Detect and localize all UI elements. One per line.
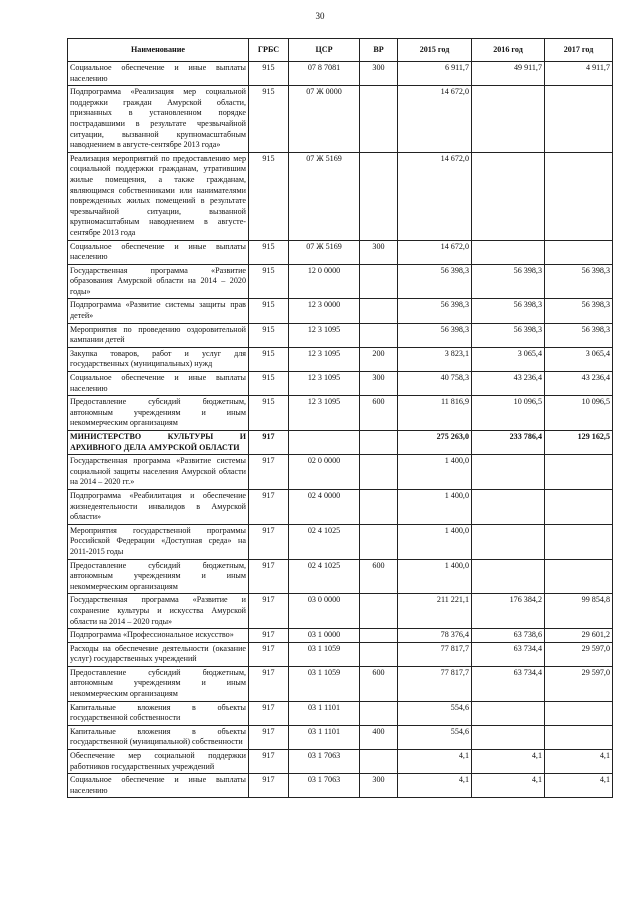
cell-2016: [472, 455, 545, 490]
table-row: [68, 725, 613, 749]
cell-grbs: 915: [249, 152, 289, 240]
table-row: [68, 62, 613, 86]
cell-2017: 10 096,5: [545, 396, 613, 431]
cell-vr: [360, 264, 398, 299]
cell-vr: [360, 642, 398, 666]
cell-name: Государственная программа «Развитие системы социальной защиты населения Амурской области на 2014 – 2020 гг.»: [68, 455, 249, 490]
cell-2016: 63 734,4: [472, 642, 545, 666]
cell-2017: 3 065,4: [545, 347, 613, 371]
cell-2015: 1 400,0: [398, 524, 472, 559]
cell-2016: 56 398,3: [472, 264, 545, 299]
cell-csr: 02 4 1025: [289, 524, 360, 559]
cell-grbs: 915: [249, 372, 289, 396]
cell-2015: 56 398,3: [398, 264, 472, 299]
cell-csr: 02 4 0000: [289, 489, 360, 524]
cell-csr: 07 Ж 5169: [289, 152, 360, 240]
cell-grbs: 917: [249, 725, 289, 749]
cell-2017: 29 601,2: [545, 629, 613, 643]
cell-2015: 78 376,4: [398, 629, 472, 643]
cell-2016: 233 786,4: [472, 431, 545, 455]
cell-vr: [360, 431, 398, 455]
table-row: [68, 86, 613, 153]
cell-name: Социальное обеспечение и иные выплаты населению: [68, 240, 249, 264]
cell-name: Капитальные вложения в объекты государственной (муниципальной) собственности: [68, 725, 249, 749]
cell-2015: 40 758,3: [398, 372, 472, 396]
cell-vr: 400: [360, 725, 398, 749]
cell-2015: 554,6: [398, 701, 472, 725]
cell-name: Предоставление субсидий бюджетным, автономным учреждениям и иным некоммерческим организациям: [68, 666, 249, 701]
cell-name: Реализация мероприятий по предоставлению мер социальной поддержки гражданам, утратившим жилые помещения, а также гражданам, являющимся собственниками или нанимателями поврежденных жилых помещений в результате чрезвычайной ситуации, вызванной крупномасштабным наводнением в августе-сентябре 2013 года: [68, 152, 249, 240]
table-row: [68, 666, 613, 701]
header-2016: 2016 год: [472, 39, 545, 62]
cell-2015: 211 221,1: [398, 594, 472, 629]
table-row: [68, 629, 613, 643]
cell-2017: 129 162,5: [545, 431, 613, 455]
cell-2015: 1 400,0: [398, 559, 472, 594]
table-row: [68, 396, 613, 431]
cell-2016: 3 065,4: [472, 347, 545, 371]
table-row: [68, 455, 613, 490]
cell-csr: 12 3 1095: [289, 347, 360, 371]
cell-2015: 14 672,0: [398, 152, 472, 240]
cell-vr: 300: [360, 240, 398, 264]
cell-2015: 275 263,0: [398, 431, 472, 455]
cell-2015: 56 398,3: [398, 299, 472, 323]
cell-2017: 99 854,8: [545, 594, 613, 629]
budget-table: [67, 38, 613, 798]
cell-2015: 1 400,0: [398, 489, 472, 524]
cell-2017: 4,1: [545, 750, 613, 774]
cell-csr: 07 Ж 5169: [289, 240, 360, 264]
cell-vr: [360, 455, 398, 490]
cell-vr: 600: [360, 559, 398, 594]
table-row: [68, 774, 613, 798]
cell-csr: 02 0 0000: [289, 455, 360, 490]
cell-2017: 56 398,3: [545, 323, 613, 347]
cell-csr: 12 0 0000: [289, 264, 360, 299]
table-row: [68, 524, 613, 559]
cell-grbs: 917: [249, 701, 289, 725]
cell-name: Мероприятия государственной программы Российской Федерации «Доступная среда» на 2011-2015 годы: [68, 524, 249, 559]
table-row: [68, 559, 613, 594]
cell-vr: 300: [360, 62, 398, 86]
cell-2017: [545, 725, 613, 749]
cell-grbs: 915: [249, 299, 289, 323]
cell-2016: [472, 489, 545, 524]
cell-name: Подпрограмма «Реализация мер социальной поддержки граждан Амурской области, признанных в установленном порядке пострадавшими в результате чрезвычайной ситуации, вызванной крупномасштабным наводнением в августе-сентябре 2013 года»: [68, 86, 249, 153]
cell-2017: 29 597,0: [545, 666, 613, 701]
cell-grbs: 917: [249, 594, 289, 629]
cell-2016: 176 384,2: [472, 594, 545, 629]
cell-vr: 300: [360, 372, 398, 396]
cell-csr: 12 3 1095: [289, 372, 360, 396]
cell-name: Предоставление субсидий бюджетным, автономным учреждениям и иным некоммерческим организациям: [68, 396, 249, 431]
cell-csr: 07 Ж 0000: [289, 86, 360, 153]
cell-vr: [360, 299, 398, 323]
cell-2017: 43 236,4: [545, 372, 613, 396]
cell-csr: [289, 431, 360, 455]
cell-2016: [472, 701, 545, 725]
cell-name: Государственная программа «Развитие и сохранение культуры и искусства Амурской области на 2014 – 2020 годы»: [68, 594, 249, 629]
cell-2017: [545, 152, 613, 240]
page-number: 30: [315, 11, 325, 21]
table-body: [68, 62, 613, 798]
cell-2016: [472, 152, 545, 240]
cell-2016: [472, 240, 545, 264]
table-row: [68, 299, 613, 323]
table-row: [68, 240, 613, 264]
cell-csr: 07 8 7081: [289, 62, 360, 86]
cell-csr: 03 1 7063: [289, 750, 360, 774]
cell-grbs: 915: [249, 264, 289, 299]
cell-name: Расходы на обеспечение деятельности (оказание услуг) государственных учреждений: [68, 642, 249, 666]
header-grbs: ГРБС: [249, 39, 289, 62]
cell-vr: [360, 489, 398, 524]
cell-2015: 4,1: [398, 750, 472, 774]
table-row: [68, 264, 613, 299]
cell-2016: 63 734,4: [472, 666, 545, 701]
table-row: [68, 750, 613, 774]
cell-vr: 200: [360, 347, 398, 371]
table-row: [68, 594, 613, 629]
header-name: Наименование: [68, 39, 249, 62]
cell-name: Капитальные вложения в объекты государственной собственности: [68, 701, 249, 725]
table-row: [68, 152, 613, 240]
table-row: [68, 347, 613, 371]
cell-name: Подпрограмма «Реабилитация и обеспечение жизнедеятельности инвалидов в Амурской области»: [68, 489, 249, 524]
cell-2016: 4,1: [472, 750, 545, 774]
cell-2015: 77 817,7: [398, 666, 472, 701]
cell-vr: [360, 323, 398, 347]
cell-2017: [545, 455, 613, 490]
cell-csr: 12 3 1095: [289, 396, 360, 431]
cell-vr: [360, 750, 398, 774]
table-row: [68, 701, 613, 725]
cell-2015: 1 400,0: [398, 455, 472, 490]
cell-2017: 29 597,0: [545, 642, 613, 666]
cell-2015: 3 823,1: [398, 347, 472, 371]
cell-vr: [360, 524, 398, 559]
cell-grbs: 917: [249, 431, 289, 455]
cell-csr: 12 3 0000: [289, 299, 360, 323]
cell-vr: [360, 629, 398, 643]
cell-csr: 03 1 1101: [289, 725, 360, 749]
cell-vr: 600: [360, 666, 398, 701]
cell-name: МИНИСТЕРСТВО КУЛЬТУРЫ И АРХИВНОГО ДЕЛА АМУРСКОЙ ОБЛАСТИ: [68, 431, 249, 455]
cell-grbs: 917: [249, 524, 289, 559]
cell-2016: 49 911,7: [472, 62, 545, 86]
table-row: [68, 642, 613, 666]
cell-name: Закупка товаров, работ и услуг для государственных (муниципальных) нужд: [68, 347, 249, 371]
cell-grbs: 915: [249, 323, 289, 347]
cell-2016: 56 398,3: [472, 299, 545, 323]
cell-csr: 02 4 1025: [289, 559, 360, 594]
cell-2015: 56 398,3: [398, 323, 472, 347]
cell-2017: [545, 240, 613, 264]
table-row: [68, 323, 613, 347]
cell-2015: 11 816,9: [398, 396, 472, 431]
cell-vr: [360, 594, 398, 629]
cell-vr: [360, 152, 398, 240]
cell-name: Обеспечение мер социальной поддержки работников государственных учреждений: [68, 750, 249, 774]
cell-2015: 14 672,0: [398, 240, 472, 264]
cell-2016: [472, 86, 545, 153]
cell-2015: 6 911,7: [398, 62, 472, 86]
cell-2017: 56 398,3: [545, 264, 613, 299]
cell-2015: 14 672,0: [398, 86, 472, 153]
cell-csr: 03 1 1059: [289, 642, 360, 666]
cell-name: Социальное обеспечение и иные выплаты населению: [68, 372, 249, 396]
cell-2016: [472, 725, 545, 749]
cell-grbs: 917: [249, 559, 289, 594]
cell-grbs: 915: [249, 86, 289, 153]
cell-2015: 554,6: [398, 725, 472, 749]
cell-grbs: 915: [249, 240, 289, 264]
cell-2016: 43 236,4: [472, 372, 545, 396]
table-header-row: [68, 39, 613, 62]
cell-csr: 03 1 1059: [289, 666, 360, 701]
cell-name: Предоставление субсидий бюджетным, автономным учреждениям и иным некоммерческим организациям: [68, 559, 249, 594]
cell-name: Мероприятия по проведению оздоровительной кампании детей: [68, 323, 249, 347]
cell-2016: 56 398,3: [472, 323, 545, 347]
cell-vr: 600: [360, 396, 398, 431]
cell-name: Подпрограмма «Развитие системы защиты прав детей»: [68, 299, 249, 323]
cell-2017: [545, 559, 613, 594]
cell-vr: [360, 701, 398, 725]
cell-2016: 4,1: [472, 774, 545, 798]
cell-2016: [472, 559, 545, 594]
cell-name: Государственная программа «Развитие образования Амурской области на 2014 – 2020 годы»: [68, 264, 249, 299]
header-2015: 2015 год: [398, 39, 472, 62]
cell-name: Социальное обеспечение и иные выплаты населению: [68, 62, 249, 86]
cell-2017: 4 911,7: [545, 62, 613, 86]
cell-name: Социальное обеспечение и иные выплаты населению: [68, 774, 249, 798]
cell-name: Подпрограмма «Профессиональное искусство»: [68, 629, 249, 643]
cell-grbs: 917: [249, 629, 289, 643]
cell-2017: 4,1: [545, 774, 613, 798]
cell-2017: 56 398,3: [545, 299, 613, 323]
cell-grbs: 915: [249, 396, 289, 431]
cell-vr: 300: [360, 774, 398, 798]
cell-grbs: 917: [249, 455, 289, 490]
cell-csr: 12 3 1095: [289, 323, 360, 347]
table-row: [68, 372, 613, 396]
cell-grbs: 917: [249, 750, 289, 774]
cell-2017: [545, 524, 613, 559]
cell-vr: [360, 86, 398, 153]
cell-2015: 4,1: [398, 774, 472, 798]
cell-csr: 03 1 7063: [289, 774, 360, 798]
cell-grbs: 915: [249, 347, 289, 371]
cell-grbs: 917: [249, 642, 289, 666]
cell-2016: 63 738,6: [472, 629, 545, 643]
cell-grbs: 917: [249, 774, 289, 798]
cell-2015: 77 817,7: [398, 642, 472, 666]
cell-grbs: 917: [249, 489, 289, 524]
table-row: [68, 489, 613, 524]
cell-grbs: 915: [249, 62, 289, 86]
cell-2016: [472, 524, 545, 559]
cell-2017: [545, 701, 613, 725]
header-2017: 2017 год: [545, 39, 613, 62]
header-csr: ЦСР: [289, 39, 360, 62]
cell-csr: 03 1 0000: [289, 629, 360, 643]
cell-2017: [545, 86, 613, 153]
cell-csr: 03 1 1101: [289, 701, 360, 725]
cell-2016: 10 096,5: [472, 396, 545, 431]
table-row: [68, 431, 613, 455]
cell-csr: 03 0 0000: [289, 594, 360, 629]
header-vr: ВР: [360, 39, 398, 62]
cell-2017: [545, 489, 613, 524]
cell-grbs: 917: [249, 666, 289, 701]
